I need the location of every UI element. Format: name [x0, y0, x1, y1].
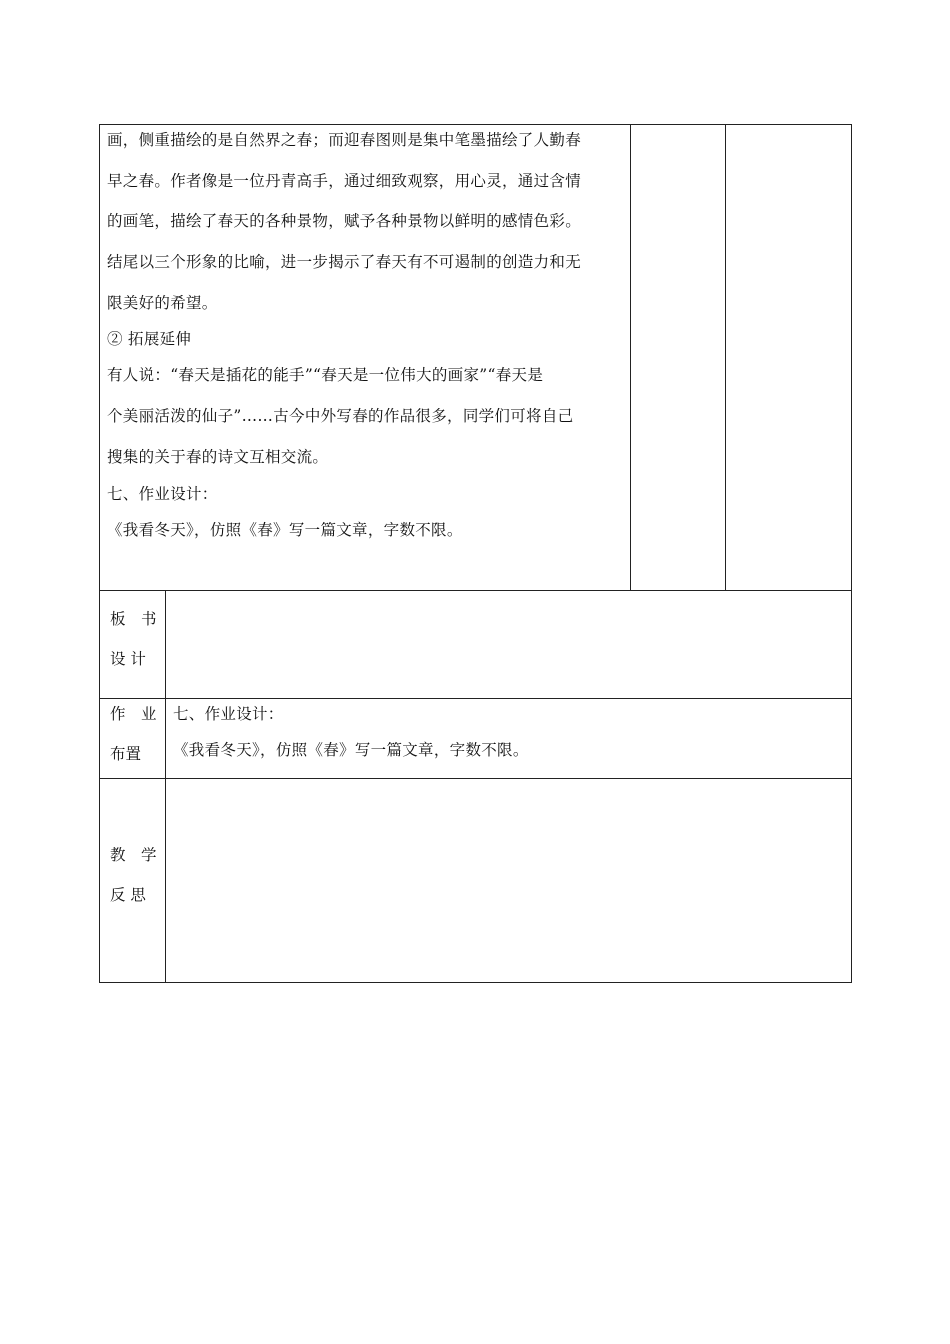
label-char: 业 — [141, 705, 157, 723]
homework-content-line2: 《我看冬天》，仿照《春》写一篇文章，字数不限。 — [173, 741, 529, 759]
section-heading-homework: 七、作业设计： — [107, 485, 218, 503]
label-char: 学 — [141, 846, 157, 864]
main-line-8: 个美丽活泼的仙子”……古今中外写春的作品很多，同学们可将自己 — [107, 407, 574, 425]
main-line-7: 有人说：“春天是插花的能手”“春天是一位伟大的画家”“春天是 — [107, 366, 544, 384]
main-line-5: 限美好的希望。 — [107, 294, 218, 312]
table-top-border — [99, 124, 852, 125]
column-divider-1 — [630, 124, 631, 590]
homework-label-line2: 布置 — [110, 745, 142, 763]
label-char: 书 — [141, 610, 157, 628]
main-line-2: 早之春。作者像是一位丹青高手，通过细致观察，用心灵，通过含情 — [107, 172, 582, 190]
label-column-divider — [165, 590, 166, 983]
board-design-label-line2: 设 计 — [110, 650, 146, 668]
table-bottom-border — [99, 982, 852, 983]
main-line-9: 搜集的关于春的诗文互相交流。 — [107, 448, 329, 466]
section-heading-extension: ② 拓展延伸 — [107, 330, 192, 348]
main-line-11: 《我看冬天》，仿照《春》写一篇文章，字数不限。 — [107, 521, 463, 539]
label-char: 板 — [110, 610, 126, 628]
column-divider-2 — [725, 124, 726, 590]
main-line-4: 结尾以三个形象的比喻，进一步揭示了春天有不可遏制的创造力和无 — [107, 253, 582, 271]
row-divider-homework — [99, 698, 852, 699]
row-divider-board — [99, 590, 852, 591]
main-line-1: 画，侧重描绘的是自然界之春；而迎春图则是集中笔墨描绘了人勤春 — [107, 131, 582, 149]
main-line-3: 的画笔，描绘了春天的各种景物，赋予各种景物以鲜明的感情色彩。 — [107, 212, 582, 230]
reflection-label-line2: 反 思 — [110, 886, 146, 904]
row-divider-reflection — [99, 778, 852, 779]
table-left-border — [99, 124, 100, 983]
homework-content-line1: 七、作业设计： — [173, 705, 284, 723]
label-char: 作 — [110, 705, 126, 723]
table-right-border — [851, 124, 852, 983]
label-char: 教 — [110, 846, 126, 864]
